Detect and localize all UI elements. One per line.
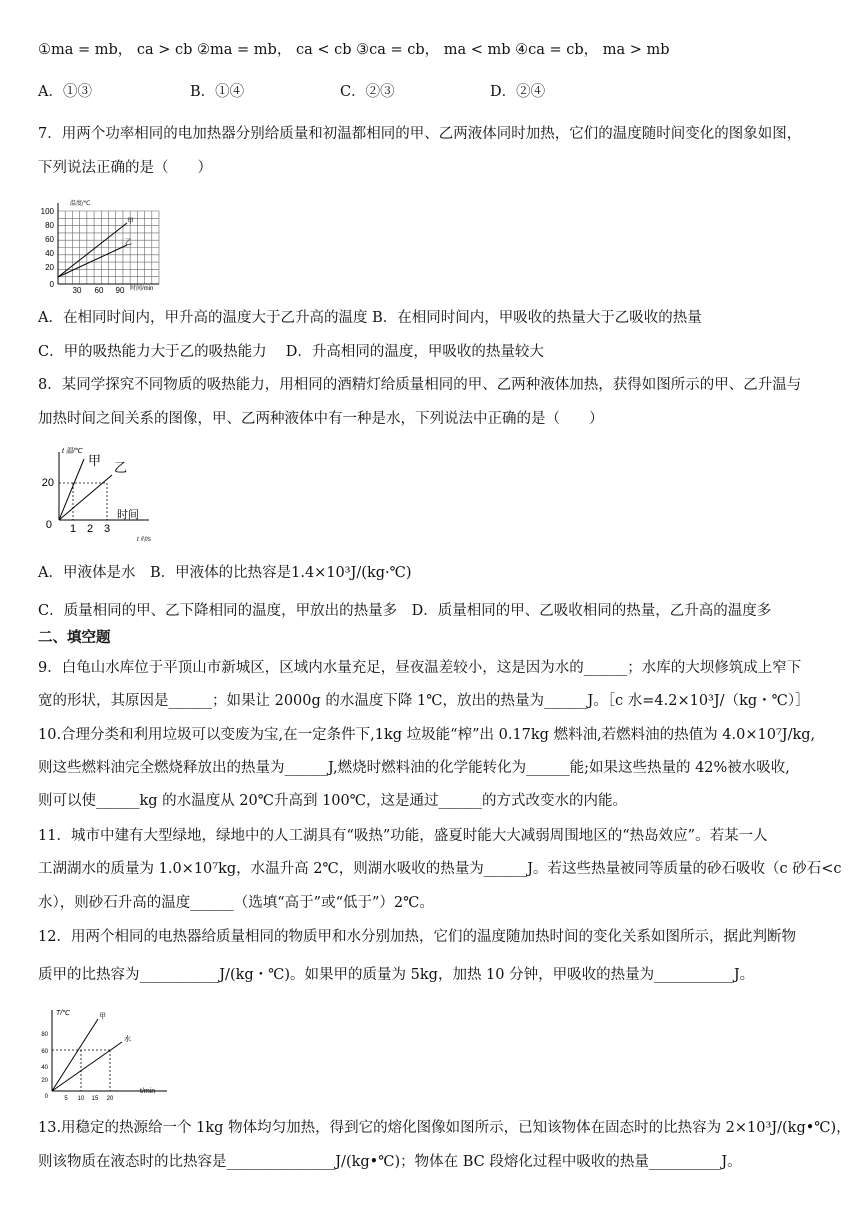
q7-stem-line1: 7．用两个功率相同的电加热器分别给质量和初温都相同的甲、乙两液体同时加热，它们的温度随时间变化的图象如图， bbox=[38, 126, 802, 142]
q12-origin: 0 bbox=[44, 1094, 48, 1100]
q7-ytick-100: 100 bbox=[40, 207, 54, 216]
q8-stem-line1: 8．某同学探究不同物质的吸热能力，用相同的酒精灯给质量相同的甲、乙两种液体加热，获得如图所示的甲、乙升温与 bbox=[38, 377, 802, 393]
q8-series-yi-label: 乙 bbox=[114, 460, 128, 475]
q12-ytick-60: 60 bbox=[41, 1049, 48, 1055]
q7-series-yi-label: 乙 bbox=[125, 239, 132, 246]
q12-figure bbox=[34, 1005, 174, 1105]
q12-ytick-20: 20 bbox=[41, 1078, 48, 1084]
q12-ytick-40: 40 bbox=[41, 1065, 48, 1071]
q7-xtick-90: 90 bbox=[115, 286, 125, 295]
q8-ylabel: t 温/℃ bbox=[62, 448, 83, 455]
q8-xunit: t 时/s bbox=[137, 537, 152, 542]
q8-series-yi-line bbox=[59, 475, 112, 520]
q12-ytick-80: 80 bbox=[41, 1032, 48, 1038]
q7-options-line1: A．在相同时间内，甲升高的温度大于乙升高的温度 B．在相同时间内，甲吸收的热量大于乙吸收的热量 bbox=[38, 310, 702, 326]
q12-line1: 12．用两个相同的电热器给质量相同的物质甲和水分别加热，它们的温度随加热时间的变化关系如图所示，据此判断物 bbox=[38, 929, 796, 945]
q8-stem-line2: 加热时间之间关系的图像，甲、乙两种液体中有一种是水，下列说法中正确的是（ ） bbox=[38, 411, 604, 427]
q7-ylabel: 温度/℃ bbox=[70, 201, 91, 207]
q8-options-line1: A．甲液体是水 B．甲液体的比热容是1.4×10³J/(kg·℃) bbox=[38, 565, 412, 581]
q6-option-d[interactable]: D．②④ bbox=[490, 84, 546, 100]
q12-series-water-label: 水 bbox=[124, 1036, 131, 1043]
q11-line3: 水），则砂石升高的温度______（选填“高于”或“低于”）2℃。 bbox=[38, 895, 434, 911]
q12-series-jia-label: 甲 bbox=[99, 1013, 106, 1020]
q8-xlabel: 时间 bbox=[117, 509, 139, 521]
q7-xlabel: 时间/min bbox=[130, 286, 154, 292]
q12-xtick-15: 15 bbox=[91, 1096, 99, 1102]
q8-options-line2: C．质量相同的甲、乙下降相同的温度，甲放出的热量多 D．质量相同的甲、乙吸收相同的热量，乙升高的温度多 bbox=[38, 603, 772, 619]
q12-series-jia-line bbox=[52, 1019, 98, 1091]
q7-xtick-30: 30 bbox=[72, 286, 82, 295]
q6-option-b[interactable]: B．①④ bbox=[190, 84, 245, 100]
q12-xtick-10: 10 bbox=[77, 1096, 85, 1102]
q10-line3: 则可以使______kg 的水温度从 20℃升高到 100℃，这是通过______的方式改变水的内能。 bbox=[38, 793, 627, 809]
q8-series-jia-line bbox=[59, 459, 84, 520]
q13-line1: 13.用稳定的热源给一个 1kg 物体均匀加热，得到它的熔化图像如图所示，已知该物体在固态时的比热容为 2×10³J/(kg•℃)， bbox=[38, 1120, 851, 1136]
q13-line2: 则该物质在液态时的比热容是_______________J/(kg•℃)；物体在 BC 段熔化过程中吸收的热量__________J。 bbox=[38, 1154, 742, 1170]
q12-xlabel: t/min bbox=[140, 1088, 156, 1095]
q12-ylabel: T/℃ bbox=[56, 1010, 71, 1017]
q7-ytick-0: 0 bbox=[49, 280, 54, 289]
q8-series-jia-label: 甲 bbox=[88, 453, 102, 468]
q10-line1: 10.合理分类和利用垃圾可以变废为宝,在一定条件下,1kg 垃圾能“榨”出 0.17kg 燃料油,若燃料油的热值为 4.0×10⁷J/kg, bbox=[38, 727, 816, 743]
q12-series-water-line bbox=[52, 1042, 122, 1091]
q7-figure bbox=[34, 197, 164, 297]
q7-series-jia-label: 甲 bbox=[127, 218, 134, 225]
q7-ytick-20: 20 bbox=[45, 263, 54, 272]
q6-option-a[interactable]: A．①③ bbox=[38, 84, 92, 100]
q12-xtick-5: 5 bbox=[64, 1096, 68, 1102]
q8-xtick-2: 2 bbox=[86, 523, 94, 535]
q6-conditions: ①ma = mb， ca > cb ②ma = mb， ca < cb ③ca = cb， ma < mb ④ca = cb， ma > mb bbox=[38, 42, 670, 58]
q10-line2: 则这些燃料油完全燃烧释放出的热量为______J,燃烧时燃料油的化学能转化为______能;如果这些热量的 42%被水吸收, bbox=[38, 760, 790, 776]
q7-ytick-60: 60 bbox=[45, 235, 54, 244]
q8-ytick-20: 20 bbox=[41, 477, 54, 489]
q7-ytick-40: 40 bbox=[45, 249, 54, 258]
q9-line2: 宽的形状，其原因是______；如果让 2000g 的水温度下降 1℃，放出的热量为______J。［c 水=4.2×10³J/（kg・℃）］ bbox=[38, 693, 810, 709]
q8-xtick-3: 3 bbox=[103, 523, 111, 535]
q7-stem-line2: 下列说法正确的是（ ） bbox=[38, 160, 212, 176]
q8-origin: 0 bbox=[45, 519, 52, 531]
q7-options-line2: C．甲的吸热能力大于乙的吸热能力 D．升高相同的温度，甲吸收的热量较大 bbox=[38, 344, 544, 360]
section-heading-fill-in: 二、填空题 bbox=[38, 630, 111, 646]
q7-ytick-80: 80 bbox=[45, 221, 54, 230]
q12-xtick-20: 20 bbox=[106, 1096, 114, 1102]
q8-xtick-1: 1 bbox=[69, 523, 77, 535]
q12-line2: 质甲的比热容为___________J/(kg・℃)。如果甲的质量为 5kg，加热 10 分钟，甲吸收的热量为___________J。 bbox=[38, 967, 755, 983]
q8-figure bbox=[34, 442, 164, 542]
q11-line1: 11．城市中建有大型绿地，绿地中的人工湖具有“吸热”功能，盛夏时能大大减弱周围地区的“热岛效应”。若某一人 bbox=[38, 828, 768, 844]
q7-xtick-60: 60 bbox=[94, 286, 104, 295]
q11-line2: 工湖湖水的质量为 1.0×10⁷kg，水温升高 2℃，则湖水吸收的热量为______J。若这些热量被同等质量的砂石吸收（c 砂石<c bbox=[38, 861, 842, 877]
q9-line1: 9．白龟山水库位于平顶山市新城区，区域内水量充足，昼夜温差较小，这是因为水的______；水库的大坝修筑成上窄下 bbox=[38, 660, 802, 676]
q6-option-c[interactable]: C．②③ bbox=[340, 84, 395, 100]
